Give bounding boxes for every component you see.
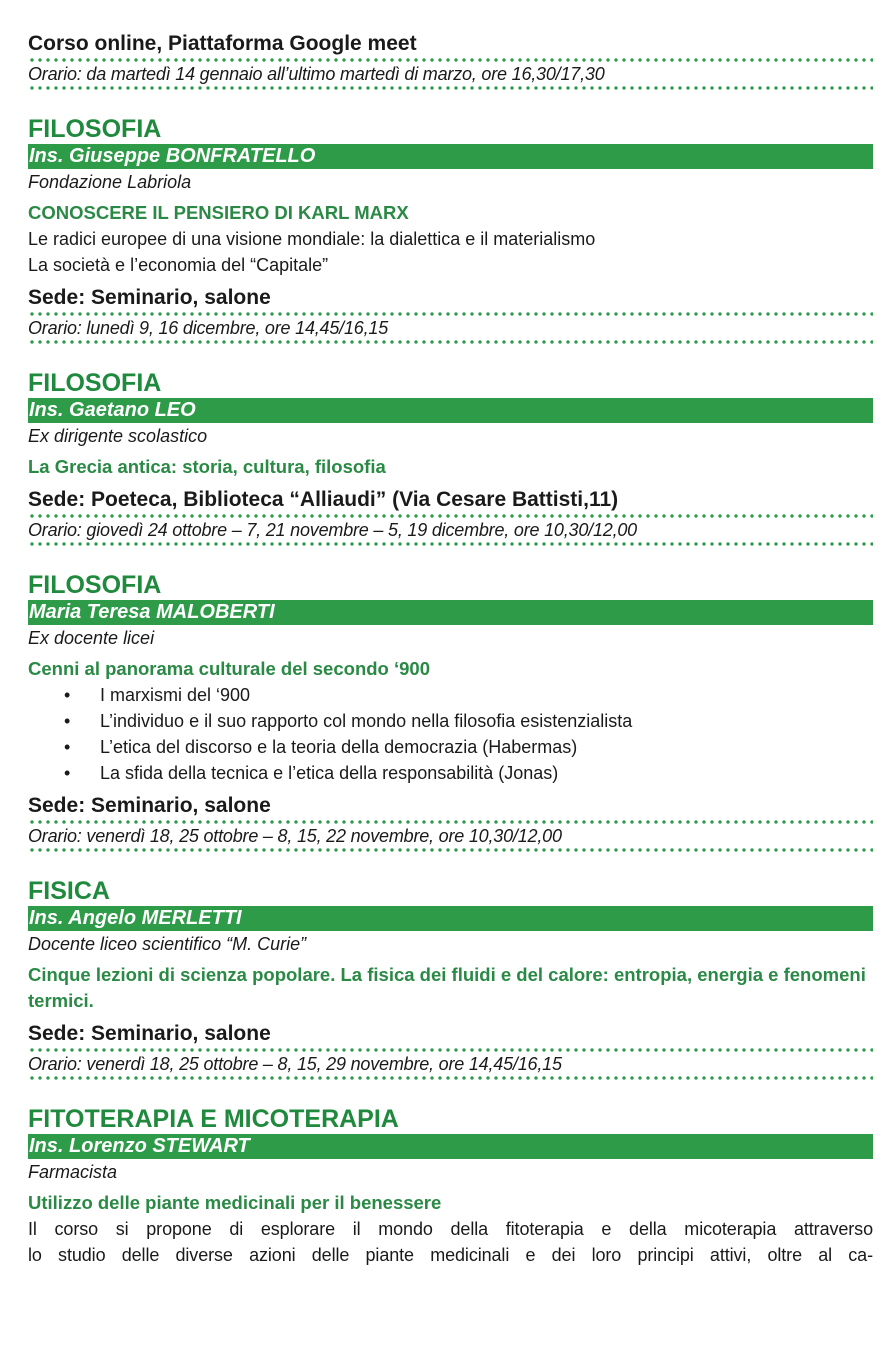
course-orario: Orario: lunedì 9, 16 dicembre, ore 14,45/16,15: [28, 318, 389, 338]
list-item: [28, 682, 873, 708]
intro-sede: Corso online, Piattaforma Google meet: [28, 32, 417, 55]
teacher-bar: Ins. Gaetano LEO: [28, 398, 873, 423]
course-description: [28, 1216, 873, 1268]
topic-list: [28, 682, 873, 786]
list-item: [28, 734, 873, 760]
course-fitoterapia: [28, 1104, 873, 1268]
course-sede: Sede: Seminario, salone: [28, 794, 271, 817]
course-title: La Grecia antica: storia, cultura, filosofia: [28, 456, 386, 477]
course-subject: FILOSOFIA: [28, 369, 162, 397]
course-catalog-page: [28, 30, 873, 1268]
course-orario: Orario: venerdì 18, 25 ottobre – 8, 15, 22 novembre, ore 10,30/12,00: [28, 826, 562, 846]
list-item-text: L’etica del discorso e la teoria della democrazia (Habermas): [100, 737, 578, 757]
description-line: La società e l’economia del “Capitale”: [28, 255, 329, 275]
intro-block: [28, 30, 873, 90]
bullet-icon: •: [64, 685, 71, 705]
teacher-role: Ex dirigente scolastico: [28, 426, 208, 446]
course-filosofia-marx: [28, 114, 873, 344]
bullet-icon: •: [64, 737, 71, 757]
dotted-divider: [28, 542, 873, 546]
bullet-icon: •: [64, 763, 71, 783]
description-line: Il corso si propone di esplorare il mondo della fitoterapia e della micoterapia attraverso: [28, 1219, 873, 1239]
list-item: [28, 708, 873, 734]
course-title: Cinque lezioni di scienza popolare. La fisica dei fluidi e del calore: entropia, energia e fenomeni termici.: [28, 964, 866, 1011]
course-fisica: [28, 876, 873, 1080]
dotted-divider: [28, 848, 873, 852]
teacher-role: Farmacista: [28, 1162, 118, 1182]
teacher-bar: Ins. Giuseppe BONFRATELLO: [28, 144, 873, 169]
intro-orario: Orario: da martedì 14 gennaio all’ultimo martedì di marzo, ore 16,30/17,30: [28, 64, 605, 84]
teacher-bar: Ins. Angelo MERLETTI: [28, 906, 873, 931]
course-title: Utilizzo delle piante medicinali per il benessere: [28, 1192, 442, 1213]
course-sede: Sede: Poeteca, Biblioteca “Alliaudi” (Via Cesare Battisti,11): [28, 488, 619, 511]
dotted-divider: [28, 1076, 873, 1080]
bullet-icon: •: [64, 711, 71, 731]
course-filosofia-900: [28, 570, 873, 852]
course-orario: Orario: giovedì 24 ottobre – 7, 21 novembre – 5, 19 dicembre, ore 10,30/12,00: [28, 520, 637, 540]
course-subject: FISICA: [28, 877, 110, 905]
list-item-text: La sfida della tecnica e l’etica della responsabilità (Jonas): [100, 763, 559, 783]
teacher-bar: Maria Teresa MALOBERTI: [28, 600, 873, 625]
description-line: Le radici europee di una visione mondiale: la dialettica e il materialismo: [28, 229, 596, 249]
course-filosofia-grecia: [28, 368, 873, 546]
course-subject: FITOTERAPIA E MICOTERAPIA: [28, 1105, 399, 1133]
course-title: Cenni al panorama culturale del secondo ‘900: [28, 658, 430, 679]
description-line: lo studio delle diverse azioni delle piante medicinali e dei loro principi attivi, oltre al ca-: [28, 1245, 873, 1265]
teacher-role: Docente liceo scientifico “M. Curie”: [28, 934, 307, 954]
course-subject: FILOSOFIA: [28, 115, 162, 143]
teacher-bar: Ins. Lorenzo STEWART: [28, 1134, 873, 1159]
list-item-text: L’individuo e il suo rapporto col mondo nella filosofia esistenzialista: [100, 711, 633, 731]
dotted-divider: [28, 340, 873, 344]
course-sede: Sede: Seminario, salone: [28, 286, 271, 309]
teacher-role: Ex docente licei: [28, 628, 155, 648]
course-title: CONOSCERE IL PENSIERO DI KARL MARX: [28, 202, 409, 223]
teacher-role: Fondazione Labriola: [28, 172, 192, 192]
course-subject: FILOSOFIA: [28, 571, 162, 599]
list-item-text: I marxismi del ‘900: [100, 685, 251, 705]
course-orario: Orario: venerdì 18, 25 ottobre – 8, 15, 29 novembre, ore 14,45/16,15: [28, 1054, 562, 1074]
dotted-divider: [28, 86, 873, 90]
course-sede: Sede: Seminario, salone: [28, 1022, 271, 1045]
course-description: [28, 226, 873, 278]
list-item: [28, 760, 873, 786]
